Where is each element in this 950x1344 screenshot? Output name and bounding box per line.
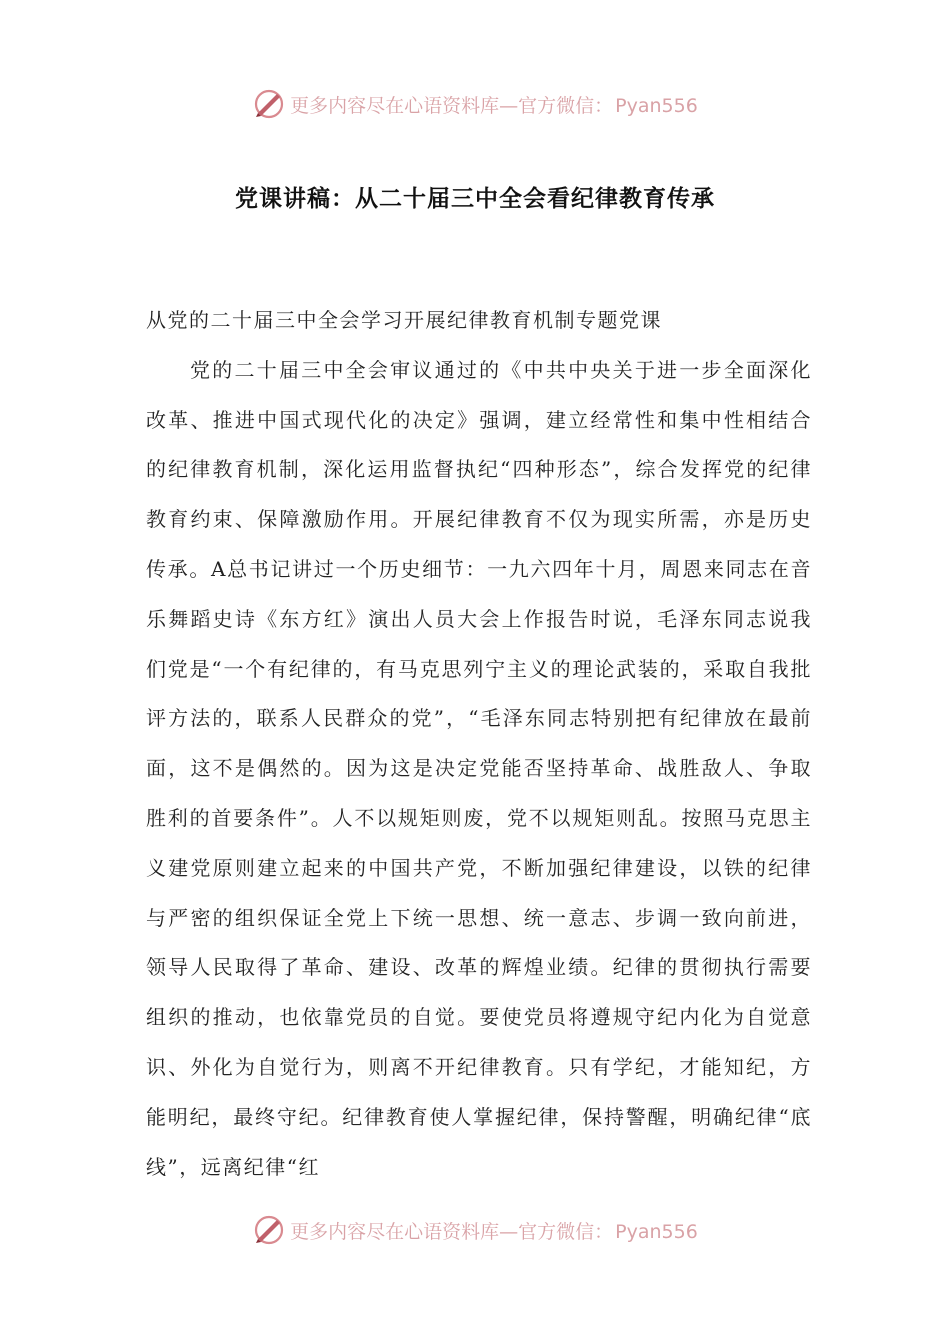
wechat-id: Pyan556 — [615, 1220, 698, 1243]
header-watermark — [0, 84, 950, 124]
pen-circle-logo-icon — [252, 1213, 286, 1247]
watermark-text: 更多内容尽在心语资料库—官方微信： Pyan556 — [290, 94, 698, 117]
watermark-text: 更多内容尽在心语资料库—官方微信： Pyan556 — [290, 1220, 698, 1243]
document-subtitle: 从党的二十届三中全会学习开展纪律教育机制专题党课 — [146, 308, 662, 332]
wechat-id: Pyan556 — [615, 94, 698, 117]
document-body — [146, 296, 812, 1192]
body-paragraph: 党的二十届三中全会审议通过的《中共中央关于进一步全面深化改革、推进中国式现代化的决定》强调，建立经常性和集中性相结合的纪律教育机制，深化运用监督执纪“四种形态”，综合发挥党的纪律教育约束、保障激励作用。开展纪律教育不仅为现实所需，亦是历史传承。A总书记讲过一个历史细节：一九六四年十月，周恩来同志在音乐舞蹈史诗《东方红》演出人员大会上作报告时说，毛泽东同志说我们党是“一个有纪律的，有马克思列宁主义的理论武装的，采取自我批评方法的，联系人民群众的党”，“毛泽东同志特别把有纪律放在最前面，这不是偶然的。因为这是决定党能否坚持革命、战胜敌人、争取胜利的首要条件”。人不以规矩则废，党不以规矩则乱。按照马克思主义建党原则建立起来的中国共产党，不断加强纪律建设，以铁的纪律与严密的组织保证全党上下统一思想、统一意志、步调一致向前进，领导人民取得了革命、建设、改革的辉煌业绩。纪律的贯彻执行需要组织的推动，也依靠党员的自觉。要使党员将遵规守纪内化为自觉意识、外化为自觉行为，则离不开纪律教育。只有学纪，才能知纪，方能明纪，最终守纪。纪律教育使人掌握纪律，保持警醒，明确纪律“底线”，远离纪律“红 — [146, 357, 812, 1179]
document-title: 党课讲稿：从二十届三中全会看纪律教育传承 — [235, 185, 715, 212]
footer-watermark — [0, 1210, 950, 1250]
pen-circle-logo-icon — [252, 87, 286, 121]
